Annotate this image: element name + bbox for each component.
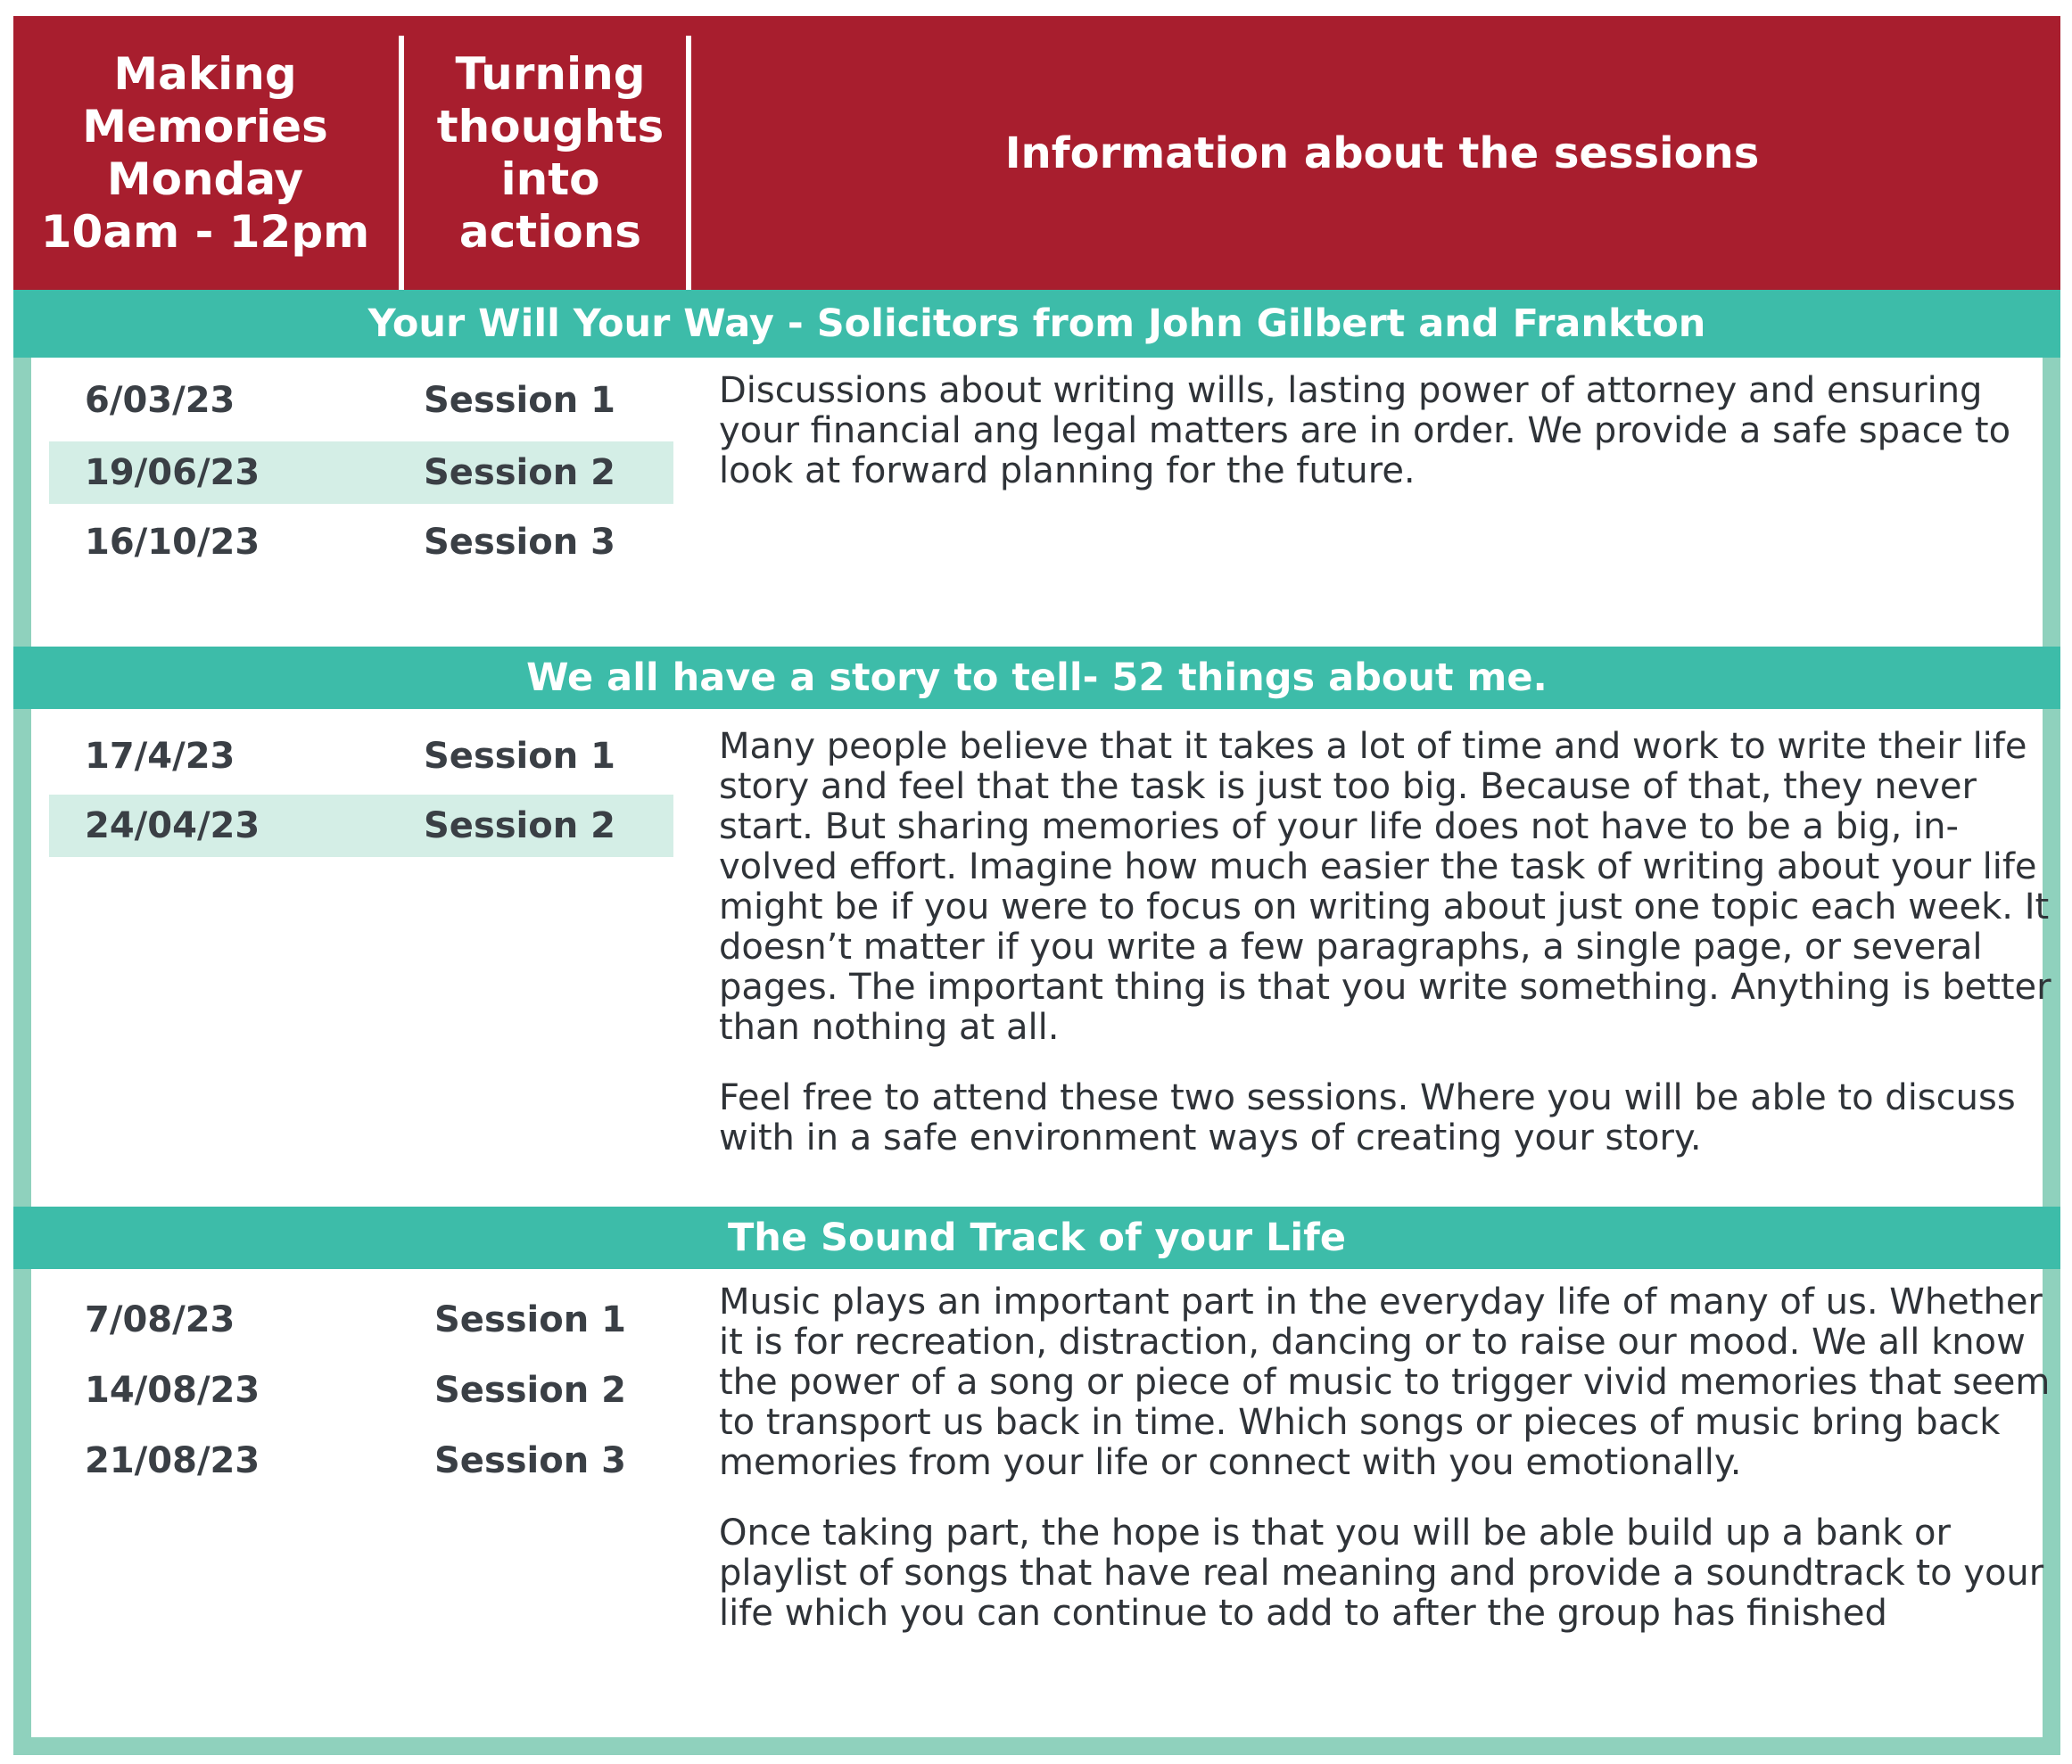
session-date: 24/04/23 [85,805,260,846]
description-paragraph: Music plays an important part in the everyday life of many of us. Whether it is for recreation, distraction, dancing or to raise our mood. We all know the power of a song or piece of music to trigger vivid memories that seem to transport us back in time. Which songs or pieces of music bring back memories from your life or connect with you emotionally. [719,1282,2051,1483]
description-paragraph: Once taking part, the hope is that you will be able build up a bank or playlist of songs that have real meaning and provide a soundtrack to your life which you can continue to add to after the group has finished [719,1513,2044,1634]
header-making-memories [13,16,397,290]
session-description [719,371,2057,491]
session-label: Session 1 [434,1299,626,1340]
header-divider [399,36,404,290]
header-line: Turning [455,47,646,100]
session-description [719,727,2057,1158]
session-label: Session 1 [424,380,615,421]
session-date: 19/06/23 [85,452,260,493]
session-description [719,1282,2057,1634]
header-line: into [500,152,600,205]
table-header [13,16,2060,290]
schedule-table [13,16,2060,1755]
session-label: Session 2 [434,1370,626,1411]
table-row [49,1289,673,1351]
section-will [13,290,2060,647]
session-label: Session 3 [424,522,615,563]
session-date: 6/03/23 [85,380,235,421]
session-date: 14/08/23 [85,1370,260,1411]
table-row [49,441,673,504]
table-row [49,1430,673,1492]
session-date: 21/08/23 [85,1440,260,1481]
table-row [49,795,673,857]
session-label: Session 2 [424,452,615,493]
section-title: We all have a story to tell- 52 things about me. [13,647,2060,709]
section-title: The Sound Track of your Life [13,1207,2060,1269]
section-soundtrack [13,1207,2060,1755]
session-date: 16/10/23 [85,522,260,563]
description-paragraph: Many people believe that it takes a lot of time and work to write their life story and feel that the task is just too big. Because of that, they never start. But sharing memories of your life does not have to be a big, in-volved effort. Imagine how much easier the task of writing about your life might be if you were to focus on writing about just one topic each week. It doesn’t matter if you write a few paragraphs, a single page, or several pages. The important thing is that you write something. Anything is better than nothing at all. [719,726,2051,1048]
session-date: 7/08/23 [85,1299,235,1340]
description-paragraph: Discussions about writing wills, lasting power of attorney and ensuring your financial ang legal matters are in order. We provide a safe space to look at forward planning for the future. [719,370,2011,491]
header-line: Monday [106,152,304,205]
header-line: 10am - 12pm [40,205,370,258]
header-information: Information about the sessions [1004,128,1760,178]
header-line: actions [458,205,642,258]
header-line: Making [113,47,297,100]
header-turning-thoughts [408,16,693,290]
session-date: 17/4/23 [85,736,235,777]
session-label: Session 2 [424,805,615,846]
header-line: thoughts [436,100,665,152]
header-line: Memories [82,100,328,152]
table-row [49,511,673,573]
table-row [49,369,673,432]
table-row [49,1359,673,1422]
session-label: Session 3 [434,1440,626,1481]
description-paragraph: Feel free to attend these two sessions. Where you will be able to discuss with in a safe environment ways of creating your story. [719,1077,2016,1158]
section-story [13,647,2060,1207]
header-divider [686,36,691,290]
session-label: Session 1 [424,736,615,777]
section-title: Your Will Your Way - Solicitors from John Gilbert and Frankton [13,290,2060,358]
table-row [49,725,673,787]
